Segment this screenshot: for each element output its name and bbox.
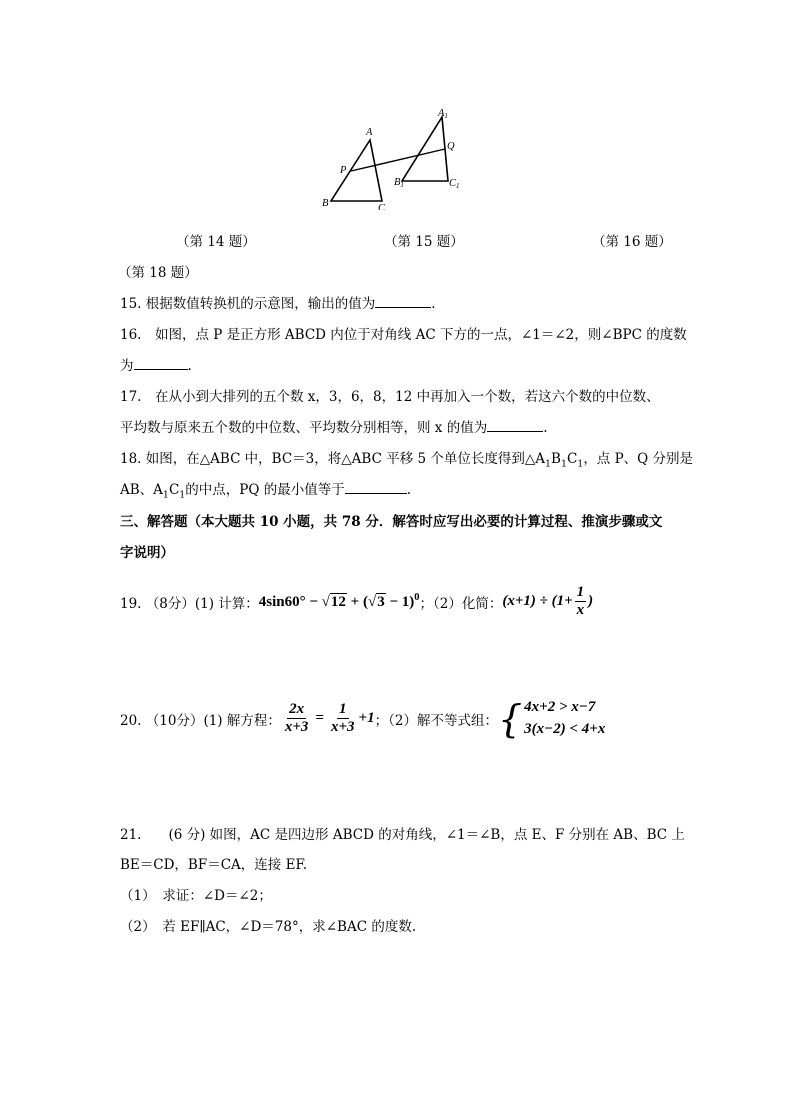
q19-expression-1: $4\sin 60^\circ - √12 + (√3 - 1)^0$: [258, 592, 420, 611]
caption-q18: （第 18 题）: [118, 265, 198, 281]
q18-text: C: [168, 482, 180, 498]
question-18-cont: [120, 478, 411, 501]
q17-text: 17. 在从小到大排列的五个数 x，3，6，8，12 中再加入一个数，若这六个数的中位数、: [120, 389, 660, 405]
q15-end: .: [431, 296, 436, 312]
question-21-part-1: （1） 求证：∠D＝∠2；: [120, 888, 272, 904]
q18-text: ，点 P、Q 分别是: [583, 451, 694, 467]
q18-text: 的中点，PQ 的最小值等于: [185, 482, 345, 498]
q18-sub: 1: [179, 489, 186, 501]
q17-end: .: [543, 420, 548, 436]
q17-text2: 平均数与原来五个数的中位数、平均数分别相等，则 x 的值为: [120, 420, 488, 436]
q18-text: 18. 如图，在△ABC 中，BC＝3，将△ABC 平移 5 个单位长度得到△A: [120, 451, 545, 467]
q20-prefix: 20. （10分）(1) 解方程：: [120, 712, 281, 729]
question-18: [120, 447, 693, 470]
q20-equation: $\frac{2x}{x+3}$ = $\frac{1}{x+3}$ +1: [284, 701, 375, 736]
question-16-cont: [120, 354, 192, 374]
translation-figure: [318, 104, 468, 210]
question-16: [120, 323, 687, 343]
question-20: [120, 697, 605, 741]
section-3-heading: 三、解答题（本大题共 10 小题，共 78 分．解答时应写出必要的计算过程、推演步骤或文: [120, 514, 663, 530]
segment-pq: [351, 149, 445, 171]
q18-sub: 1: [560, 458, 567, 470]
q19-mid: ；（2）化简：: [419, 595, 503, 612]
label-a: A: [366, 127, 373, 138]
triangle-abc: [331, 140, 382, 201]
q18-sub: 1: [577, 458, 584, 470]
question-19: [120, 584, 593, 620]
q18-end: .: [406, 482, 412, 498]
answer-blank[interactable]: [345, 481, 407, 494]
caption-q15: （第 15 题）: [384, 234, 464, 250]
q18-sub: 1: [162, 489, 169, 501]
q20-inequality-system: { 4x+2 > x−7 3(x−2) < 4+x: [497, 696, 606, 741]
question-21: 21. (6 分) 如图，AC 是四边形 ABCD 的对角线，∠1＝∠B，点 E、F 分别在 AB、BC 上: [120, 827, 685, 843]
q16-text2: 为: [120, 358, 134, 374]
label-c1: C1: [449, 178, 460, 190]
q18-text: B: [551, 451, 561, 467]
q15-text: 15. 根据数值转换机的示意图，输出的值为: [120, 296, 376, 312]
answer-blank[interactable]: [134, 357, 188, 370]
section-3-heading-cont: 字说明）: [120, 545, 174, 561]
answer-blank[interactable]: [375, 295, 431, 308]
caption-q14: （第 14 题）: [176, 234, 256, 250]
label-q: Q: [447, 141, 455, 152]
q20-mid: ；（2）解不等式组：: [374, 712, 498, 729]
answer-blank[interactable]: [487, 419, 543, 432]
label-b1: B1: [394, 177, 404, 189]
question-17: [120, 385, 660, 405]
caption-q16: （第 16 题）: [592, 234, 672, 250]
inequality-1: 4x+2 > x−7: [524, 699, 596, 715]
q18-text: C: [566, 451, 578, 467]
q19-expression-2: (x+1) ÷ (1+ $\frac{1}{x}$ ): [502, 584, 594, 619]
question-21-part-2: （2） 若 EF∥AC，∠D＝78°，求∠BAC 的度数.: [120, 919, 417, 935]
q16-end: .: [187, 358, 192, 374]
q19-prefix: 19. （8分）(1) 计算：: [120, 595, 259, 612]
q18-text: AB、A: [120, 482, 163, 498]
inequality-2: 3(x−2) < 4+x: [524, 720, 606, 737]
label-c: C: [378, 203, 386, 210]
label-b: B: [322, 198, 329, 209]
question-15: [120, 292, 436, 312]
question-21-cont: BE＝CD，BF＝CA，连接 EF.: [120, 857, 307, 873]
q18-sub: 1: [545, 458, 552, 470]
q16-text: 16. 如图，点 P 是正方形 ABCD 内位于对角线 AC 下方的一点，∠1＝∠2，则∠BPC 的度数: [120, 327, 687, 343]
label-p: P: [340, 165, 347, 176]
label-a1: A1: [438, 108, 448, 120]
triangle-a1b1c1: [402, 117, 448, 181]
question-17-cont: [120, 416, 548, 436]
